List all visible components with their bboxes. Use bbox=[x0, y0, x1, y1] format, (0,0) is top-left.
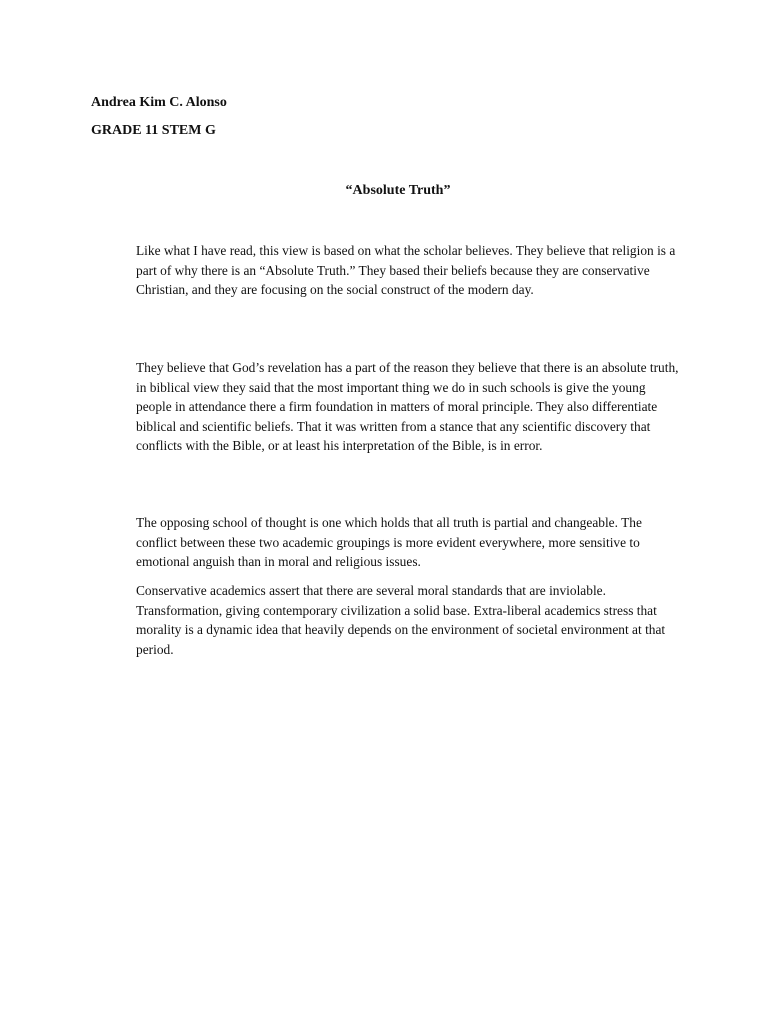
essay-title: “Absolute Truth” bbox=[345, 183, 451, 198]
author-name: Andrea Kim C. Alonso bbox=[91, 95, 227, 110]
grade-section: GRADE 11 STEM G bbox=[91, 123, 216, 138]
paragraph-1: Like what I have read, this view is based on what the scholar believes. They believe that religion is a part of why there is an “Absolute Truth.” They based their beliefs because they are conservative Christian, and they are focusing on the social construct of the modern day. bbox=[136, 243, 676, 298]
paragraph-2: They believe that God’s revelation has a part of the reason they believe that there is an absolute truth, in biblical view they said that the most important thing we do in such schools is give the young people in attendance there a firm foundation in matters of moral principle. They also differentiate biblical and scientific beliefs. That it was written from a stance that any scientific discovery that conflicts with the Bible, or at least his interpretation of the Bible, is in error. bbox=[136, 360, 679, 454]
paragraph-3: The opposing school of thought is one which holds that all truth is partial and changeable. The conflict between these two academic groupings is more evident everywhere, more sensitive to emotional anguish than in moral and religious issues. bbox=[136, 515, 642, 570]
paragraph-4: Conservative academics assert that there are several moral standards that are inviolable. Transformation, giving contemporary civilization a solid base. Extra-liberal academics stress that morality is a dynamic idea that heavily depends on the environment of societal environment at that period. bbox=[136, 583, 666, 657]
